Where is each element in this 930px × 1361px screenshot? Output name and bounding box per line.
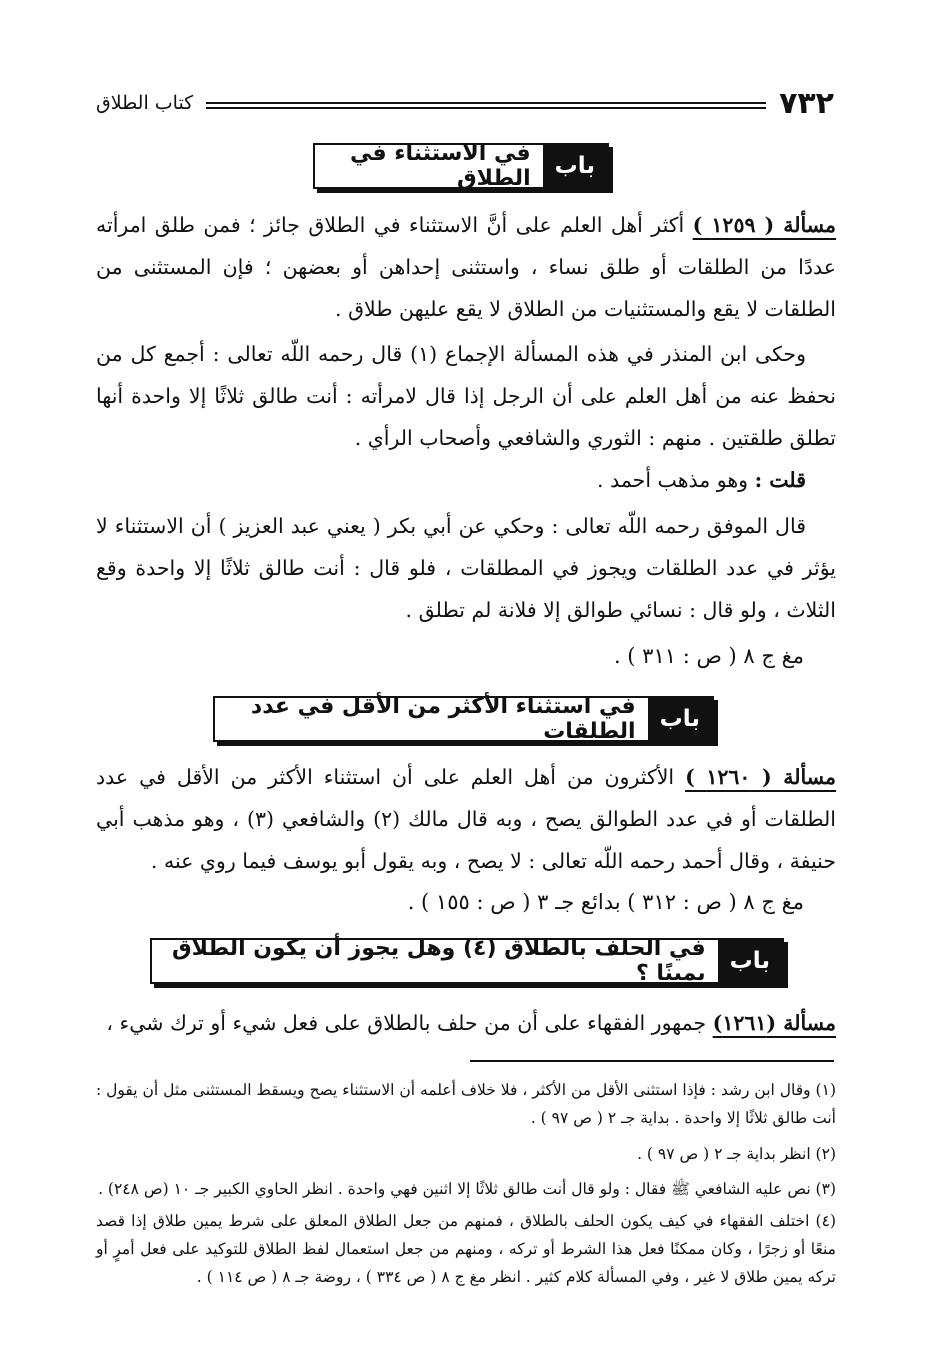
paragraph <box>96 204 836 330</box>
paragraph-text: جمهور الفقهاء على أن من حلف بالطلاق على فعل شيء أو ترك شيء ، <box>106 1011 713 1035</box>
footnote: (٣) نص عليه الشافعي ﷺ فقال : ولو قال أنت طالق ثلاثًا إلا اثنين فهي واحدة . انظر الحاوي الكبير جـ ١٠ (ص ٢٤٨) . <box>98 1180 836 1198</box>
issue-number: مسألة ( ١٢٥٩ ) <box>692 213 837 237</box>
section-title: في استثناء الأكثر من الأقل في عدد الطلقات <box>250 694 636 744</box>
section-label: باب <box>718 940 782 982</box>
paragraph-text: قال الموفق رحمه اللّه تعالى : وحكي عن أبي بكر ( يعني عبد العزيز ) أن الاستثناء لا يؤثر في عدد الطلقات ويجوز في المطلقات ، فلو قال : أنت طالق ثلاثًا إلا واحدة وقع الثلاث ، ولو قال : نسائي طوالق إلا فلانة لم تطلق . <box>96 514 836 622</box>
source-reference: مغ ج ٨ ( ص : ٣١١ ) . <box>613 644 804 668</box>
paragraph-text: الأكثرون من أهل العلم على أن استثناء الأكثر من الأقل في عدد الطلقات أو في عدد الطوالق يصح ، وبه قال مالك (٢) والشافعي (٣) ، وهو مذهب أبي حنيفة ، وقال أحمد رحمه اللّه تعالى : لا يصح ، وبه يقول أبو يوسف فيما روي عنه . <box>96 765 836 873</box>
page-header <box>96 86 834 126</box>
source-reference: مغ ج ٨ ( ص : ٣١٢ ) بدائع جـ ٣ ( ص : ١٥٥ ) . <box>407 890 804 914</box>
paragraph <box>96 459 836 501</box>
paragraph <box>96 1002 836 1044</box>
footnote-separator <box>470 1060 834 1062</box>
footnote: (٢) انظر بداية جـ ٢ ( ص ٩٧ ) . <box>637 1145 836 1163</box>
section-label: باب <box>543 145 607 187</box>
footnote: (٤) اختلف الفقهاء في كيف يكون الحلف بالطلاق ، فمنهم من جعل الطلاق المعلق على شرط يمين طلاق إذا قصد منعًا أو زجرًا ، وكان ممكنًا فعل هذا الشرط أو تركه ، ومنهم من جعل استعمال لفظ الطلاق للتوكيد على فعل أمرٍ أو تركه يمين طلاق لا غير ، وفي المسألة كلام كثير . انظر مغ ج ٨ ( ص ٣٣٤ ) ، روضة جـ ٨ ( ص ١١٤ ) . <box>96 1212 836 1286</box>
paragraph-text: وحكى ابن المنذر في هذه المسألة الإجماع (١) قال رحمه اللّه تعالى : أجمع كل من نحفظ عنه من أهل العلم على أن الرجل إذا قال لامرأته : أنت طالق ثلاثًا إلا واحدة أنها تطلق طلقتين . منهم : الثوري والشافعي وأصحاب الرأي . <box>96 342 836 450</box>
issue-number: مسألة (١٢٦١) <box>712 1011 836 1035</box>
section-label: باب <box>648 698 712 740</box>
paragraph <box>96 333 836 459</box>
paragraph-text: وهو مذهب أحمد . <box>597 468 755 492</box>
header-rule <box>206 102 766 109</box>
paragraph <box>96 505 836 631</box>
section-title: في الحلف بالطلاق (٤) وهل يجوز أن يكون الطلاق يمينًا ؟ <box>172 936 706 986</box>
section-title: في الاستثناء في الطلاق <box>349 141 531 191</box>
page-number: ٧٣٢ <box>779 86 834 121</box>
section-heading-3 <box>150 938 784 984</box>
section-heading-1 <box>313 143 609 189</box>
book-title: كتاب الطلاق <box>96 92 194 114</box>
paragraph-text: أكثر أهل العلم على أنَّ الاستثناء في الطلاق جائز ؛ فمن طلق امرأته عددًا من الطلقات أو طلق نساء ، واستثنى إحداهن أو بعضهن ؛ فإن المستثنى من الطلقات لا يقع والمستثنيات من الطلاق لا يقع عليهن طلاق . <box>96 213 836 321</box>
paragraph <box>96 756 836 882</box>
footnote: (١) وقال ابن رشد : فإذا استثنى الأقل من الأكثر ، فلا خلاف أعلمه أن الاستثناء يصح ويسقط المستثنى مثل أن يقول : أنت طالق ثلاثًا إلا واحدة . بداية جـ ٢ ( ص ٩٧ ) . <box>96 1081 836 1127</box>
section-heading-2 <box>213 696 714 742</box>
note-label: قلت : <box>754 468 806 492</box>
issue-number: مسألة ( ١٢٦٠ ) <box>685 765 836 789</box>
